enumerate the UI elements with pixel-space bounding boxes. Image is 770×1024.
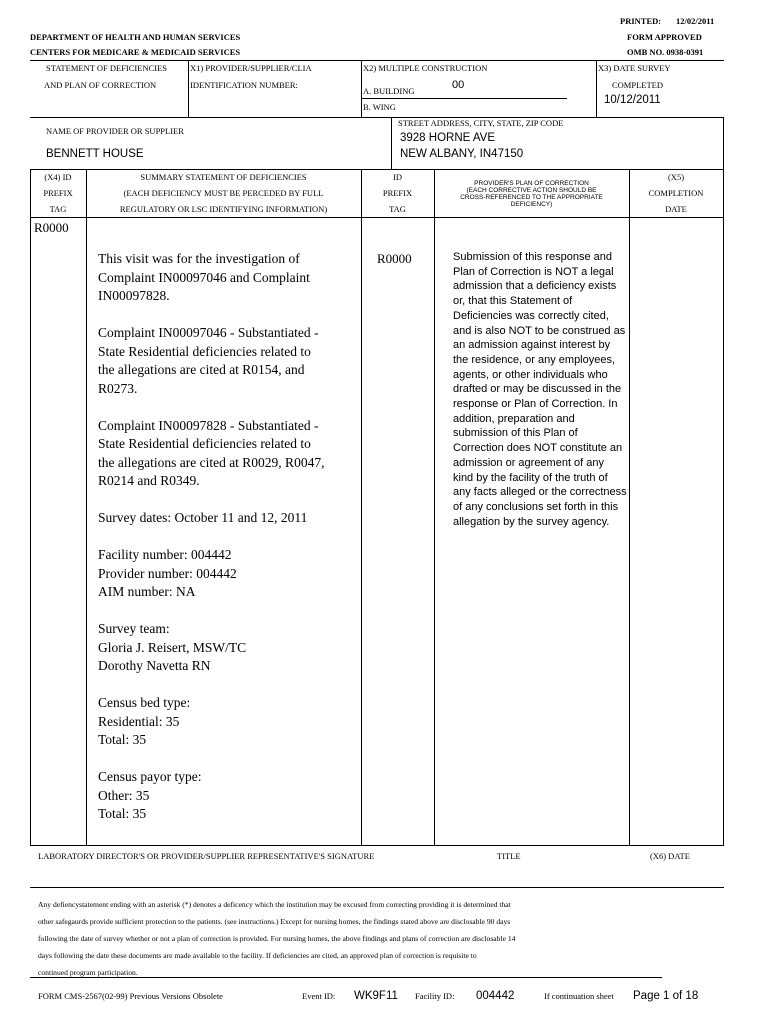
table-bottom-border — [30, 845, 724, 846]
x5-header-3: DATE — [665, 204, 687, 214]
right-tag: R0000 — [377, 251, 412, 266]
left-tag: R0000 — [34, 220, 69, 235]
address-label: STREET ADDRESS, CITY, STATE, ZIP CODE — [398, 118, 564, 128]
disclaimer-line: Any defiencystatement ending with an asterisk (*) denotes a deficency which the institution may be excused from correcting providing it is determined that — [38, 900, 511, 909]
omb-number: OMB NO. 0938-0391 — [627, 47, 704, 57]
divider — [723, 117, 724, 169]
event-id: WK9F11 — [354, 990, 398, 1002]
divider — [86, 169, 87, 845]
table-right-border — [723, 169, 724, 845]
x5-header-1: (X5) — [667, 172, 685, 182]
x2-label: X2) MULTIPLE CONSTRUCTION — [363, 63, 488, 73]
id-header-3: TAG — [389, 204, 406, 214]
address-city: NEW ALBANY, IN47150 — [400, 148, 524, 160]
id-header-1: ID — [393, 172, 402, 182]
box-mid-line — [30, 117, 724, 118]
x4-header-1: (X4) ID — [44, 172, 72, 182]
printed-label: PRINTED: — [620, 16, 662, 26]
plan-header-2: (EACH CORRECTIVE ACTION SHOULD BE — [466, 187, 597, 194]
building-underline — [361, 98, 567, 99]
box-top-line — [30, 60, 724, 61]
facility-id-label: Facility ID: — [415, 991, 455, 1001]
printed-date: 12/02/2011 — [676, 16, 715, 26]
facility-id: 004442 — [476, 990, 515, 1002]
divider — [596, 60, 597, 117]
statement-label: STATEMENT OF DEFICIENCIES — [46, 63, 168, 73]
signature-line — [30, 887, 724, 888]
x3-label: X3) DATE SURVEY — [598, 63, 671, 73]
x1-id-label: IDENTIFICATION NUMBER: — [190, 80, 298, 90]
plan-of-correction: Submission of this response and Plan of Correction is NOT a legal admission that a deficiency exists or, that this Statement of Deficiencies was correctly cited, and is also NOT to be construed as an admission against interest by the residence, or any employees, agents, or other individuals who drafted or may be discussed in the response or Plan of Correction. In addition, preparation and submission of this Plan of Correction does NOT constitute an admission or agreement of any kind by the facility of the truth of any facts alleged or the correctness of any conclusions set forth in this allegation by the survey agency. — [453, 251, 627, 528]
divider — [361, 169, 362, 845]
disclaimer-line: following the date of survey whether or not a plan of correction is provided. For nursing homes, the above findings and plans of correction are disclosable 14 — [38, 934, 516, 943]
signature-label: LABORATORY DIRECTOR'S OR PROVIDER/SUPPLIER REPRESENTATIVE'S SIGNATURE — [38, 851, 375, 861]
table-left-border — [30, 169, 31, 845]
summary-statement: This visit was for the investigation of Complaint IN00097046 and Complaint IN00097828. Complaint IN00097046 - Substantiated - State Residential deficiencies related to the allegations are cited at R0154, and R0273. Complaint IN00097828 - Substantiated - State Residential deficiencies related to the allegations are cited at R0029, R0047, R0214 and R0349. Survey dates: October 11 and 12, 2011 Facility number: 004442 Provider number: 004442 AIM number: NA Survey team: Gloria J. Reisert, MSW/TC Dorothy Navetta RN Census bed type: Residential: 35 Total: 35 Census payor type: Other: 35 Total: 35 — [98, 251, 325, 821]
summary-header-1: SUMMARY STATEMENT OF DEFICIENCIES — [140, 172, 307, 182]
plan-correction-label: AND PLAN OF CORRECTION — [44, 80, 157, 90]
summary-header-3: REGULATORY OR LSC IDENTIFYING INFORMATION) — [119, 204, 328, 214]
column-header-line — [30, 217, 724, 218]
divider — [361, 60, 362, 117]
centers-title: CENTERS FOR MEDICARE & MEDICAID SERVICES — [30, 47, 241, 57]
plan-header-3: CROSS-REFERENCED TO THE APPROPRIATE — [460, 194, 603, 201]
address-street: 3928 HORNE AVE — [400, 132, 496, 144]
disclaimer-line: days following the date these documents are made available to the facility. If deficiencies are cited, an approved plan of correction is requisite to — [38, 951, 477, 960]
plan-header-4: DEFICIENCY) — [510, 201, 553, 208]
id-header-2: PREFIX — [382, 188, 413, 198]
x6-date-label: (X6) DATE — [650, 851, 690, 861]
page-number: Page 1 of 18 — [633, 990, 699, 1002]
divider — [391, 117, 392, 169]
building-value: 00 — [452, 79, 465, 91]
plan-header-1: PROVIDER'S PLAN OF CORRECTION — [474, 180, 589, 187]
provider-name-label: NAME OF PROVIDER OR SUPPLIER — [46, 126, 184, 136]
continuation-label: If continuation sheet — [544, 991, 614, 1001]
footer-line — [30, 977, 662, 978]
title-label: TITLE — [497, 851, 521, 861]
summary-header-2: (EACH DEFICIENCY MUST BE PERCEDED BY FULL — [123, 188, 324, 198]
form-approved: FORM APPROVED — [627, 32, 702, 42]
box-line — [30, 169, 724, 170]
completed-label: COMPLETED — [612, 80, 663, 90]
disclaimer-line: other safegaurds provide sufficient protection to the patients. (see instructions.) Except for nursing homes, the findings stated above are disclosable 90 days — [38, 917, 511, 926]
x4-header-3: TAG — [49, 204, 67, 214]
provider-name: BENNETT HOUSE — [46, 148, 144, 160]
x1-label: X1) PROVIDER/SUPPLIER/CLIA — [190, 63, 312, 73]
building-label: A. BUILDING — [363, 86, 415, 96]
x5-header-2: COMPLETION — [648, 188, 704, 198]
wing-label: B. WING — [363, 102, 396, 112]
divider — [629, 169, 630, 845]
event-id-label: Event ID: — [302, 991, 336, 1001]
divider — [188, 60, 189, 117]
department-title: DEPARTMENT OF HEALTH AND HUMAN SERVICES — [30, 32, 241, 42]
divider — [434, 169, 435, 845]
survey-date: 10/12/2011 — [604, 94, 661, 106]
x4-header-2: PREFIX — [43, 188, 73, 198]
form-number: FORM CMS-2567(02-99) Previous Versions Obsolete — [38, 991, 223, 1001]
disclaimer-line: continued program participation. — [38, 968, 138, 977]
disclaimer — [38, 896, 718, 981]
